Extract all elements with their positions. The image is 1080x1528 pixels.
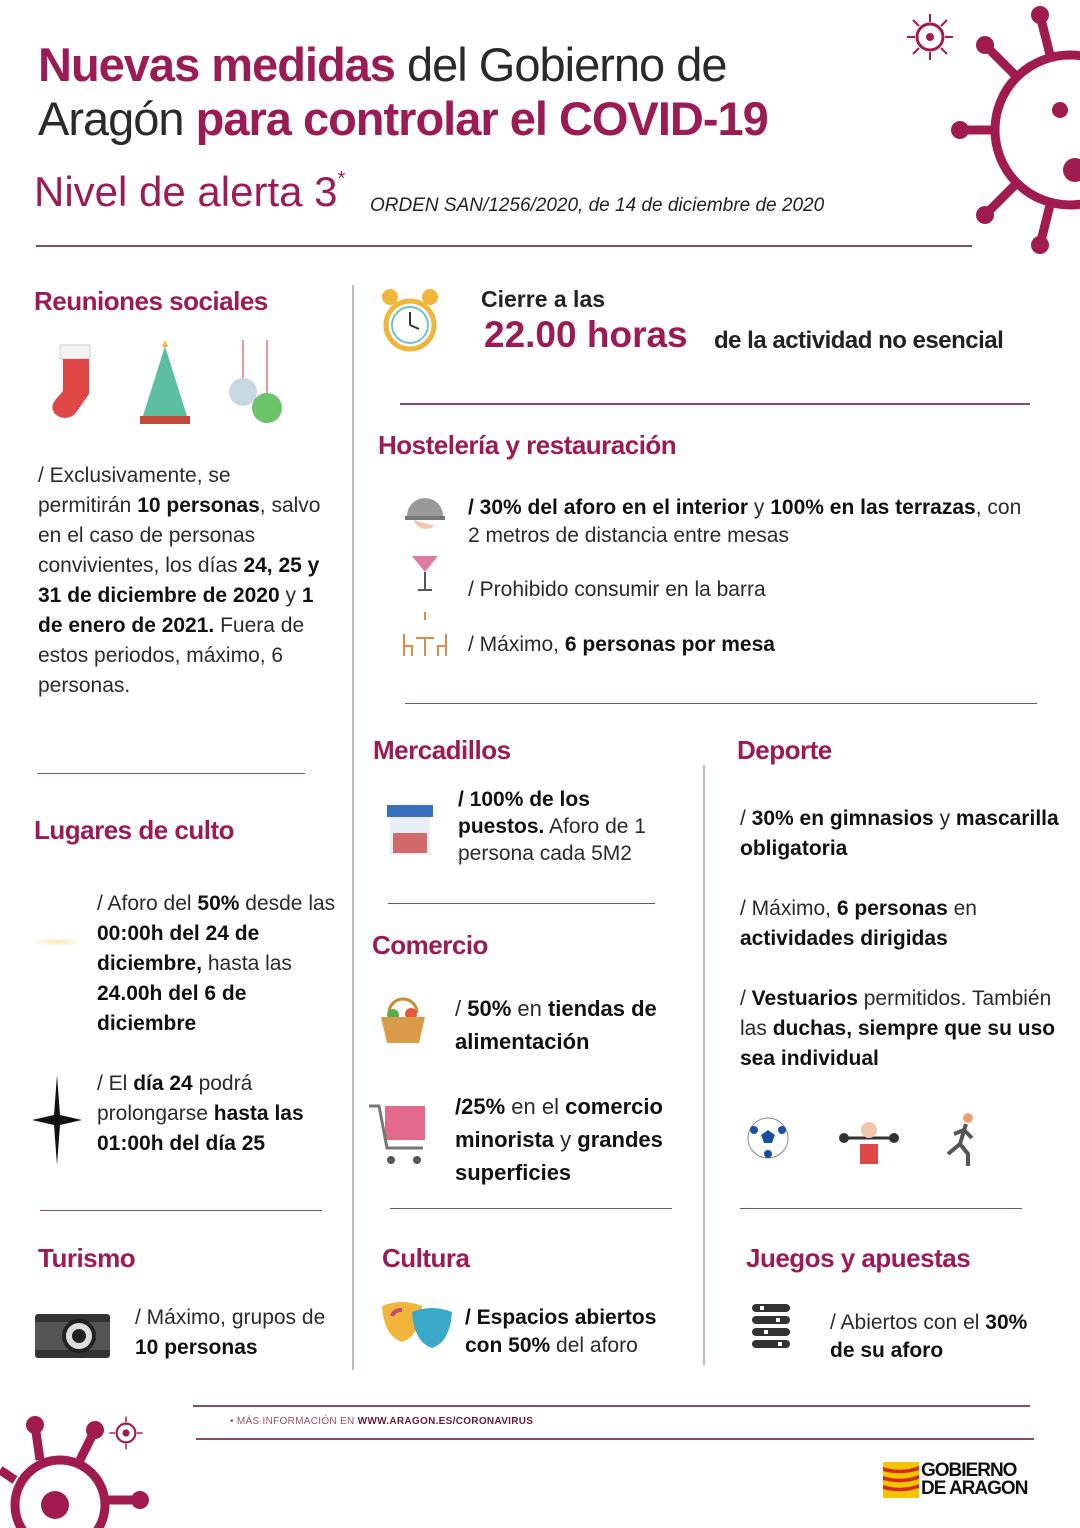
divider bbox=[388, 903, 655, 904]
text-run: 50% bbox=[197, 892, 240, 915]
mercadillos-text bbox=[458, 786, 678, 867]
text-run: 10 personas bbox=[137, 494, 260, 517]
text-run: actividades dirigidas bbox=[740, 927, 948, 950]
column-divider bbox=[703, 765, 705, 1365]
text-run: y bbox=[279, 584, 302, 607]
more-info: • MÁS INFORMACIÓN EN WWW.ARAGON.ES/CORONAVIRUS bbox=[230, 1416, 534, 1427]
text-run: 10 personas bbox=[135, 1336, 258, 1359]
comercio-item-2 bbox=[455, 1090, 695, 1189]
text-run: 1 de enero de 2021. bbox=[38, 584, 314, 637]
divider bbox=[400, 403, 1030, 405]
text-run: hasta las bbox=[202, 952, 292, 975]
text-run: podrá prolongarse bbox=[97, 1072, 253, 1125]
divider bbox=[40, 1210, 322, 1211]
heading-mercadillos: Mercadillos bbox=[373, 735, 511, 765]
divider bbox=[193, 1405, 1030, 1407]
text-run: día 24 bbox=[133, 1072, 193, 1095]
page-title bbox=[38, 38, 918, 146]
virus-decoration-icon bbox=[940, 0, 1080, 260]
divider bbox=[740, 1208, 1022, 1209]
text-run: / Aforo del bbox=[97, 892, 198, 915]
text-run: / Abiertos con el bbox=[830, 1311, 986, 1334]
divider bbox=[36, 245, 972, 247]
divider bbox=[37, 773, 305, 774]
heading-comercio: Comercio bbox=[372, 930, 488, 960]
text-run: Aragón bbox=[38, 92, 196, 145]
text-run: Aforo de 1 persona cada 5M2 bbox=[458, 815, 646, 865]
text-run: / 100% de los puestos. bbox=[458, 788, 590, 838]
title-line-2 bbox=[38, 92, 918, 146]
text-run: desde las bbox=[239, 892, 336, 915]
heading-cultura: Cultura bbox=[382, 1243, 470, 1273]
text-run: / Espacios abiertos con 50% bbox=[465, 1306, 657, 1357]
text-run: del Gobierno de bbox=[394, 38, 727, 91]
text-run: / Máximo, bbox=[468, 633, 565, 656]
text-run: para controlar el COVID-19 bbox=[195, 92, 768, 145]
text-run: 6 personas por mesa bbox=[564, 633, 775, 656]
text-run: 24, 25 y 31 de diciembre de 2020 bbox=[38, 554, 320, 607]
text-run: en bbox=[511, 996, 548, 1021]
heading-culto: Lugares de culto bbox=[34, 815, 235, 845]
hosteleria-item-2 bbox=[468, 575, 766, 605]
logo-line-2: DE ARAGON bbox=[921, 1478, 1028, 1499]
text-run: en bbox=[947, 897, 977, 920]
small-virus-icon bbox=[108, 1415, 144, 1451]
comercio-item-1 bbox=[455, 992, 695, 1058]
curfew-time: 22.00 horas bbox=[484, 314, 688, 355]
christmas-stocking-icon bbox=[45, 340, 100, 425]
culto-item-2 bbox=[97, 1069, 337, 1159]
deporte-item-3 bbox=[740, 984, 1060, 1074]
star-icon bbox=[32, 1075, 82, 1165]
text-run: 6 personas bbox=[836, 897, 948, 920]
text-run: tiendas de alimentación bbox=[455, 996, 657, 1054]
text-run: Fuera de estos periodos, máximo, 6 personas. bbox=[38, 614, 305, 697]
candle-glow-icon bbox=[30, 938, 85, 946]
alert-footnote-mark: * bbox=[337, 168, 346, 190]
text-run: en el bbox=[505, 1094, 566, 1119]
text-run: / Máximo, bbox=[740, 897, 837, 920]
text-run: grandes superficies bbox=[455, 1127, 663, 1185]
text-run: 00:00h del 24 de diciembre, bbox=[97, 922, 260, 975]
cloche-icon bbox=[403, 490, 448, 535]
juegos-text bbox=[830, 1309, 1030, 1365]
heading-turismo: Turismo bbox=[38, 1243, 136, 1273]
text-run: , con 2 metros de distancia entre mesas bbox=[468, 496, 1022, 547]
camera-icon bbox=[35, 1308, 110, 1358]
deporte-item-2 bbox=[740, 894, 1060, 954]
runner-icon bbox=[940, 1112, 980, 1170]
shopping-cart-icon bbox=[367, 1100, 432, 1168]
text-run: / 30% del aforo en el interior bbox=[468, 496, 749, 519]
turismo-text bbox=[135, 1303, 335, 1363]
soccer-ball-icon bbox=[746, 1116, 790, 1160]
hosteleria-item-3 bbox=[468, 630, 775, 660]
alert-level-text: Nivel de alerta 3 bbox=[34, 168, 338, 215]
text-run: del aforo bbox=[550, 1334, 638, 1357]
logo-line-1: GOBIERNO bbox=[921, 1460, 1017, 1481]
alert-level bbox=[34, 168, 345, 216]
text-run: mascarilla obligatoria bbox=[740, 807, 1059, 860]
text-run: 30% en gimnasios bbox=[751, 807, 934, 830]
reuniones-text bbox=[38, 461, 323, 701]
christmas-ornaments-icon bbox=[225, 340, 285, 428]
heading-reuniones: Reuniones sociales bbox=[34, 286, 268, 316]
text-run: y bbox=[554, 1127, 578, 1152]
cocktail-icon bbox=[410, 552, 440, 594]
text-run: 24.00h del 6 de diciembre bbox=[97, 982, 247, 1035]
more-info-link[interactable]: WWW.ARAGON.ES/CORONAVIRUS bbox=[357, 1416, 534, 1427]
theater-masks-icon bbox=[380, 1300, 455, 1352]
table-chairs-icon bbox=[400, 612, 450, 658]
text-run: hasta las 01:00h del día 25 bbox=[97, 1102, 304, 1155]
heading-hosteleria: Hostelería y restauración bbox=[378, 430, 677, 460]
curfew-suffix: de la actividad no esencial bbox=[714, 327, 1004, 354]
text-run: /25% bbox=[455, 1094, 506, 1119]
text-run: duchas, siempre que su uso sea individual bbox=[740, 1017, 1056, 1070]
divider bbox=[390, 1208, 672, 1209]
column-divider bbox=[352, 285, 354, 1370]
casino-chips-icon bbox=[750, 1300, 792, 1358]
text-run: / Prohibido consumir en la barra bbox=[468, 578, 766, 601]
gobierno-aragon-logo bbox=[883, 1462, 1027, 1498]
market-stall-icon bbox=[385, 803, 435, 857]
divider bbox=[405, 703, 1037, 704]
text-run: 30% de su aforo bbox=[830, 1311, 1028, 1362]
text-run: comercio minorista bbox=[455, 1094, 663, 1152]
cultura-text bbox=[465, 1304, 695, 1360]
curfew-line1: Cierre a las bbox=[481, 286, 606, 312]
text-run: 100% en las terrazas bbox=[770, 496, 976, 519]
aragon-flag-icon bbox=[883, 1462, 919, 1498]
weightlifting-icon bbox=[838, 1116, 900, 1166]
text-run: y bbox=[748, 496, 771, 519]
text-run: / bbox=[740, 987, 752, 1010]
text-run: , salvo en el caso de personas convivientes, los días bbox=[38, 494, 321, 577]
text-run: Nuevas medidas bbox=[38, 38, 395, 91]
text-run: Vestuarios bbox=[751, 987, 858, 1010]
christmas-tree-icon bbox=[135, 338, 195, 428]
text-run: y bbox=[933, 807, 956, 830]
grocery-basket-icon bbox=[377, 993, 429, 1045]
order-reference: ORDEN SAN/1256/2020, de 14 de diciembre de 2020 bbox=[370, 195, 825, 216]
more-info-label: MÁS INFORMACIÓN EN bbox=[236, 1416, 358, 1427]
text-run: / Exclusivamente, se permitirán bbox=[38, 464, 231, 517]
culto-item-1 bbox=[97, 889, 347, 1039]
text-run: 50% bbox=[467, 996, 512, 1021]
heading-deporte: Deporte bbox=[737, 735, 832, 765]
hosteleria-item-1 bbox=[468, 494, 1038, 550]
text-run: / El bbox=[97, 1072, 134, 1095]
divider bbox=[196, 1438, 1034, 1440]
text-run: / bbox=[455, 996, 468, 1021]
text-run: permitidos. También las bbox=[740, 987, 1052, 1040]
title-line-1 bbox=[38, 38, 918, 92]
text-run: / bbox=[740, 807, 752, 830]
deporte-item-1 bbox=[740, 804, 1060, 864]
heading-juegos: Juegos y apuestas bbox=[746, 1243, 971, 1273]
text-run: / Máximo, grupos de bbox=[135, 1306, 326, 1329]
alarm-clock-icon bbox=[378, 283, 442, 359]
